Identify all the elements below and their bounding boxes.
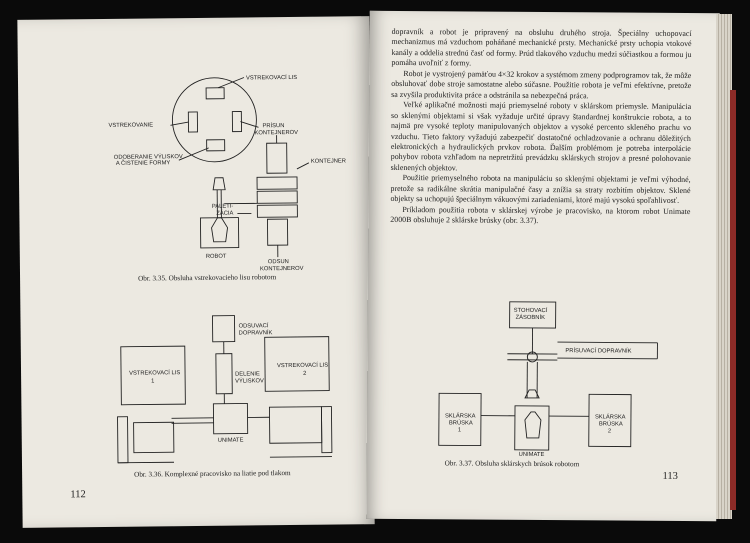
body-text xyxy=(390,27,691,228)
label-grinder1-b: BRÚSKA xyxy=(448,420,473,427)
label-grinder1-c: 1 xyxy=(457,427,462,434)
figure-3-36 xyxy=(20,298,374,482)
label-unimate-right: UNIMATE xyxy=(518,451,545,459)
label-container: KONTEJNER xyxy=(310,158,346,165)
label-press-2-a: VSTREKOVACÍ LIS xyxy=(276,362,329,370)
label-press-1-a: VSTREKOVACÍ LIS xyxy=(129,370,181,377)
paragraph-2: Robot je vystrojený pamäťou 4×32 krokov a systémom zmeny podprogramov tak, že môže obsluhovať dobe stroje samostatne alebo súčasne. Použitie robota je veľmi efektívne, pretože sa zvyšila produktivita práce a odstránila sa nebezpečná práca. xyxy=(391,68,692,101)
paragraph-4: Použitie priemyselného robota na manipuláciu so sklenými objektami je veľmi výhodné, pretože sa radikálne skrátia manipulačné časy a znížia sa straty rozbitím objektov. Sklené objekty sa uchopujú špeciálnym vákuovými zariadeniami, ktoré majú vysokú spoľahlivosť. xyxy=(390,173,691,206)
label-injection: VSTREKOVANIE xyxy=(108,122,154,129)
label-grinder2-b: BRÚSKA xyxy=(598,421,623,428)
label-grinder1-a: SKLÁRSKA xyxy=(444,413,476,420)
label-feed-1: PRÍSUN xyxy=(262,123,285,130)
right-page xyxy=(366,11,720,521)
label-feed-2: KONTEJNEROV xyxy=(254,129,299,137)
label-splitting-1: DELENIE xyxy=(235,371,260,378)
label-conveyor: PRÍSUVACÍ DOPRAVNÍK xyxy=(565,348,632,355)
caption-fig-335: Obr. 3.35. Obsluha vstrekovacieho lisu robotom xyxy=(138,273,277,283)
label-unimate-left: UNIMATE xyxy=(217,437,244,444)
paragraph-1: dopravník a robot je pripravený na obsluhu druhého stroja. Špeciálny uchopovací mechanizmus má vzduchom poháňané mechanické prsty. Mechanické prsty uchopia vtokové kanály a oddelia strednú časť od formy. Prúd tlakového vzduchu medzi súčiastkou a formou ju pomáha uvoľniť z formy. xyxy=(391,26,692,68)
left-page xyxy=(17,16,374,528)
label-press-1-b: 1 xyxy=(151,378,155,385)
figure-3-37 xyxy=(367,297,718,459)
label-robot: ROBOT xyxy=(205,253,227,260)
paragraph-5: Príkladom použitia robota v sklárskej výrobe je pracovisko, na ktorom robot Unimate 2000B obsluhuje 2 sklárske brúsky (obr. 3.37). xyxy=(390,204,691,226)
label-press-2-b: 2 xyxy=(303,370,307,377)
label-grinder2-a: SKLÁRSKA xyxy=(594,414,626,421)
label-grinder2-c: 2 xyxy=(607,428,612,435)
label-press: VSTREKOVACÍ LIS xyxy=(245,74,298,82)
label-odsun-1: ODSUN xyxy=(267,259,289,266)
caption-fig-336: Obr. 3.36. Komplexné pracovisko na liatie pod tlakom xyxy=(134,469,291,479)
red-bookmark-edge xyxy=(730,90,736,510)
label-removal-conveyor-2: DOPRAVNÍK xyxy=(238,330,273,337)
page-number-right: 113 xyxy=(662,470,678,482)
paragraph-3: Veľké aplikačné možnosti majú priemyselné roboty v sklárskom priemysle. Manipulácia so sklenými objektami si však vyžaduje určité úpravy štandardnej konštrukcie robota, a to najmä pre vysoké teploty manipulovaných objektov a vysoké percento skleného prachu vo vzduchu. Tieto faktory vyžadujú zabezpečiť dostatočné ochladzovanie a ochranu dôležitých elektronických a hydraulických prvkov robota. Ďalším problémom je potreba interpolácie pohybov robota vzhľadom na nepretržitú prevádzku sklárskych strojov a presné polohovanie sklenených objektov. xyxy=(390,100,692,173)
figure-3-35 xyxy=(17,16,372,283)
label-removal-conveyor-1: ODSUVACÍ xyxy=(238,323,269,330)
label-odsun-2: KONTEJNEROV xyxy=(259,265,304,273)
label-pallet-1: PALETI- xyxy=(211,203,234,210)
label-splitting-2: VÝLISKOV xyxy=(235,378,264,385)
label-magazine-1: STOHOVACÍ xyxy=(513,307,548,315)
label-removal-1: ODOBERANIE VÝLISKOV xyxy=(113,154,183,161)
label-removal-2: A ČISTENIE FORMY xyxy=(115,160,171,167)
label-magazine-2: ZÁSOBNÍK xyxy=(515,314,545,322)
caption-fig-337: Obr. 3.37. Obsluha sklárskych brúsok robotom xyxy=(444,459,580,469)
page-number-left: 112 xyxy=(70,489,86,501)
label-pallet-2: ZÁCIA xyxy=(216,210,234,217)
